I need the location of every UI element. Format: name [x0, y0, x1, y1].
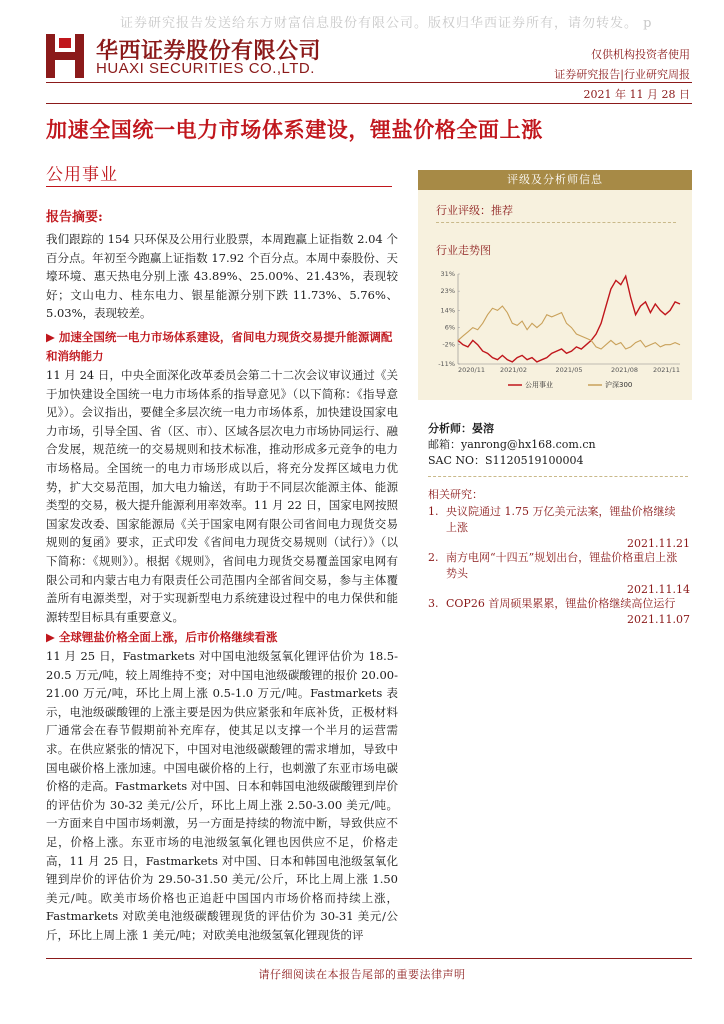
related-item[interactable] [428, 550, 690, 596]
report-date: 2021 年 11 月 28 日 [583, 88, 690, 101]
analyst-sac: SAC NO：S1120519100004 [428, 454, 584, 467]
summary-intro: 我们跟踪的 154 只环保及公用行业股票，本周跑赢上证指数 2.04 个百分点。年初至今跑赢上证指数 17.92 个百分点。本周中泰股份、天壕环境、惠天热电分别上涨 43.89%、25.00%、21.43%，表现较好；文山电力、桂东电力、银星能源分别下跌 11.73%、5.76%、5.03%，表现较差。 [46, 232, 398, 321]
summary-title: 报告摘要: [46, 210, 103, 225]
related-item-number: 2. [428, 551, 439, 564]
legend-label: 沪深300 [605, 381, 633, 389]
related-item[interactable] [428, 596, 690, 628]
x-tick-label: 2021/05 [555, 366, 583, 374]
sector-divider [46, 186, 392, 187]
footer-disclaimer[interactable]: 请仔细阅读在本报告尾部的重要法律声明 [258, 968, 466, 981]
related-item-text: 南方电网“十四五”规划出台，锂盐价格重启上涨势头 [446, 551, 678, 580]
rating-panel [418, 170, 692, 400]
rating-panel-header: 评级及分析师信息 [418, 170, 692, 190]
analyst-divider [428, 476, 688, 477]
rating-divider [436, 222, 676, 223]
y-tick-label: 6% [444, 323, 455, 332]
sector-label: 公用事业 [46, 165, 118, 185]
watermark-text: 证券研究报告发送给东方财富信息股份有限公司。版权归华西证券所有，请勿转发。 p [120, 16, 653, 31]
company-logo-icon [46, 34, 84, 78]
section1-body: 11 月 24 日，中央全面深化改革委员会第二十二次会议审议通过《关于加快建设全国统一电力市场体系的指导意见》（以下简称：《指导意见》）。会议指出，要健全多层次统一电力市场体系，加快建设国家电力市场，引导全国、省（区、市）、区域各层次电力市场协同运行、融合发展，规范统一的交易规则和技术标准，推动形成多元竞争的电力市场格局。全国统一的电力市场形成以后，将充分发挥区域电力优势，扩大交易范围，加大电力输送，有助于不同层次能源主体、能源类型的交易，极大提升能源利用率效率。11 月 22 日，国家电网按照国家发改委、国家能源局《关于国家电网有限公司省间电力现货交易规则的复函》要求，正式印发《省间电力现货交易规则（试行）》（以下简称：《规则》）。根据《规则》，省间电力现货交易覆盖国家电网有限公司和内蒙古电力有限责任公司范围内全部省间交易，参与主体覆盖所有电源类型，对于实现新型电力系统建设过程中的电力保供和能源转型目标具有重要意义。 [46, 368, 398, 624]
trend-chart-title: 行业走势图 [436, 244, 491, 257]
series-line-utilities [458, 276, 680, 362]
y-tick-label: 31% [440, 270, 455, 278]
footer-divider [46, 958, 692, 959]
section2-heading: ▶ 全球锂盐价格全面上涨，后市价格继续看涨 [46, 630, 278, 644]
report-title: 加速全国统一电力市场体系建设，锂盐价格全面上涨 [46, 118, 543, 142]
industry-rating: 行业评级：推荐 [436, 204, 513, 217]
header-divider-2 [46, 103, 692, 104]
analyst-name: 分析师：晏溶 [428, 422, 494, 435]
x-tick-label: 2021/11 [652, 366, 680, 374]
legend-label: 公用事业 [525, 381, 553, 389]
x-tick-label: 2021/02 [499, 366, 528, 374]
analyst-email[interactable]: 邮箱：yanrong@hx168.com.cn [428, 438, 596, 451]
related-item-date: 2021.11.21 [627, 537, 690, 550]
series-line-csi300 [458, 306, 680, 349]
y-tick-label: -2% [442, 340, 455, 349]
audience-label: 仅供机构投资者使用 [591, 48, 690, 61]
y-tick-label: 14% [440, 306, 455, 315]
header-divider [46, 82, 692, 83]
x-tick-label: 2021/08 [610, 366, 639, 374]
company-name-en: HUAXI SECURITIES CO.,LTD. [96, 60, 315, 77]
y-tick-label: 23% [440, 287, 455, 296]
related-item-text: 央议院通过 1.75 万亿美元法案，锂盐价格继续上涨 [446, 505, 676, 534]
related-title: 相关研究： [428, 488, 483, 501]
report-type-label: 证券研究报告|行业研究周报 [554, 68, 690, 81]
x-tick-label: 2020/11 [458, 366, 486, 374]
company-name-cn: 华西证券股份有限公司 [96, 39, 322, 64]
related-item-date: 2021.11.07 [627, 613, 690, 626]
section2-body: 11 月 25 日，Fastmarkets 对中国电池级氢氧化锂评估价为 18.5-20.5 万元/吨，较上周维持不变；对中国电池级碳酸锂的报价 20.00-21.00 万元/吨，环比上周上涨 0.5-1.0 万元/吨。Fastmarkets 表示，电池级碳酸锂的上涨主要是因为供应紧张和年底补货，正极材料厂通常会在春节假期前补充库存，使其足以支撑一个半月的运营需求。在供应紧张的情况下，中国对电池级碳酸锂的需求增加，导致中国电碳价格上涨加速。中国电碳价格的上行，也刺激了东亚市场电碳价格的走高。Fastmarkets 对中国、日本和韩国电池级碳酸锂到岸价的评估价为 30-32 美元/公斤，环比上周上涨 2.50-3.00 美元/吨。一方面来自中国市场刺激，另一方面是持续的物流中断，导致供应不足，价格上涨。东亚市场的电池级氢氧化锂也因供应不足，价格走高，11 月 25 日，Fastmarkets 对中国、日本和韩国电池级氢氧化锂到岸价的评估价为 29.50-31.50 美元/公斤，环比上周上涨 1.50 美元/吨。欧美市场价格也正追赶中国国内市场价格而持续上涨，Fastmarkets 对欧美电池级碳酸锂现货的评估价为 30-31 美元/公斤，环比上周上涨 1 美元/吨；对欧美电池级氢氧化锂现货的评 [46, 649, 398, 942]
trend-chart [428, 266, 688, 394]
section1-heading: ▶ 加速全国统一电力市场体系建设，省间电力现货交易提升能源调配和消纳能力 [46, 330, 393, 363]
related-item-text: COP26 首周硕果累累，锂盐价格继续高位运行 [446, 597, 676, 610]
related-item-number: 1. [428, 505, 439, 518]
related-item-date: 2021.11.14 [627, 583, 690, 596]
y-tick-label: -11% [438, 360, 455, 368]
related-item[interactable] [428, 504, 690, 550]
related-item-number: 3. [428, 597, 439, 610]
